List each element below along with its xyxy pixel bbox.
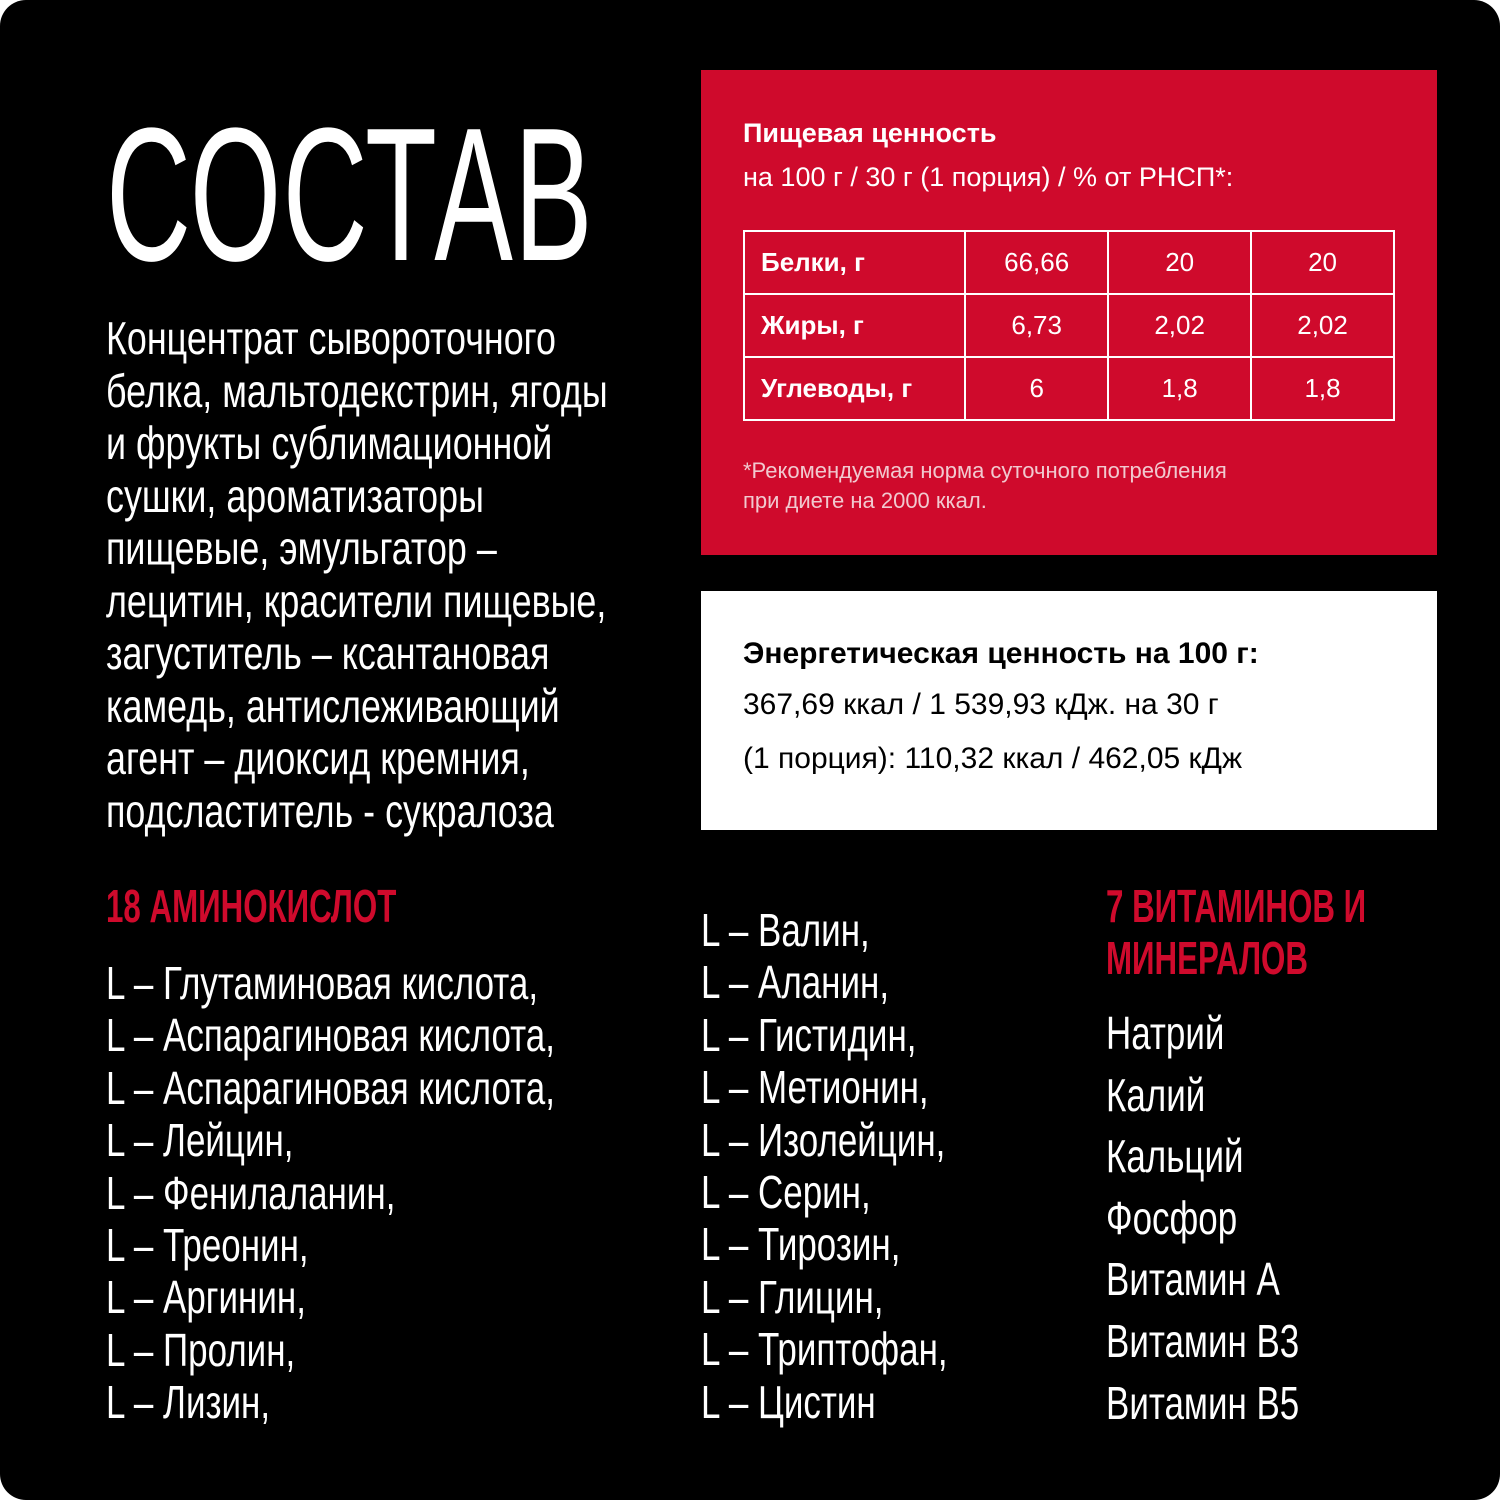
composition-line: белка, мальтодекстрин, ягоды <box>106 364 608 417</box>
list-item: L – Триптофан, <box>701 1323 948 1376</box>
list-item: Витамин А <box>1106 1253 1280 1306</box>
composition-line: пищевые, эмульгатор – <box>106 522 497 574</box>
vitamins-heading-line2: МИНЕРАЛОВ <box>1106 932 1308 984</box>
list-item: L – Пролин, <box>106 1323 296 1376</box>
nutrient-name: Белки, г <box>744 231 965 294</box>
energy-title: Энергетическая ценность на 100 г: <box>743 637 1259 670</box>
amino-heading: 18 АМИНОКИСЛОТ <box>106 880 397 932</box>
footnote-line: *Рекомендуемая норма суточного потребления <box>743 458 1227 483</box>
nutrition-panel <box>701 70 1437 555</box>
composition-line: загуститель – ксантановая <box>106 627 550 679</box>
nutrient-percent: 1,8 <box>1251 357 1394 420</box>
nutrition-title: Пищевая ценность <box>743 118 997 148</box>
amino-list-col2 <box>701 904 1025 1428</box>
nutrient-name: Жиры, г <box>744 294 965 357</box>
list-item: L – Лизин, <box>106 1376 271 1429</box>
composition-line: подсластитель - сукралоза <box>106 784 554 837</box>
nutrient-per30: 1,8 <box>1108 357 1251 420</box>
nutrient-per30: 2,02 <box>1108 294 1251 357</box>
composition-line: сушки, ароматизаторы <box>106 469 484 522</box>
amino-list-col1 <box>106 957 697 1429</box>
list-item: L – Глутаминовая кислота, <box>106 957 539 1009</box>
energy-line: 367,69 ккал / 1 539,93 кДж. на 30 г <box>743 688 1219 721</box>
list-item: Витамин В5 <box>1106 1376 1300 1429</box>
list-item: L – Аланин, <box>701 956 890 1009</box>
list-item: L – Тирозин, <box>701 1218 901 1271</box>
nutrient-per100: 6,73 <box>965 294 1108 357</box>
list-item: Витамин В3 <box>1106 1314 1300 1367</box>
table-row <box>744 357 1394 420</box>
list-item: L – Лейцин, <box>106 1114 294 1167</box>
nutrition-subtitle: на 100 г / 30 г (1 порция) / % от РНСП*: <box>743 162 1234 192</box>
composition-line: Концентрат сывороточного <box>106 312 556 364</box>
list-item: Натрий <box>1106 1007 1225 1059</box>
composition-text <box>106 312 666 837</box>
list-item: Кальций <box>1106 1130 1244 1183</box>
list-item: L – Треонин, <box>106 1219 309 1272</box>
footnote-line: при диете на 2000 ккал. <box>743 488 987 513</box>
vitamins-list <box>1106 1003 1360 1434</box>
list-item: Калий <box>1106 1068 1206 1121</box>
list-item: L – Аргинин, <box>106 1271 306 1324</box>
table-row <box>744 231 1394 294</box>
list-item: L – Изолейцин, <box>701 1113 946 1166</box>
list-item: L – Гистидин, <box>701 1008 917 1061</box>
composition-line: и фрукты сублимационной <box>106 417 553 469</box>
nutrient-per100: 6 <box>965 357 1108 420</box>
nutrient-per100: 66,66 <box>965 231 1108 294</box>
composition-line: агент – диоксид кремния, <box>106 732 530 784</box>
nutrition-table <box>743 230 1395 421</box>
nutrient-name: Углеводы, г <box>744 357 965 420</box>
vitamins-heading-line1: 7 ВИТАМИНОВ И <box>1106 880 1367 932</box>
nutrient-percent: 20 <box>1251 231 1394 294</box>
list-item: L – Фенилаланин, <box>106 1166 396 1219</box>
nutrient-per30: 20 <box>1108 231 1251 294</box>
nutrition-footnote <box>743 456 1227 516</box>
list-item: L – Аспарагиновая кислота, <box>106 1009 555 1062</box>
composition-line: лецитин, красители пищевые, <box>106 574 607 627</box>
energy-panel <box>701 591 1437 830</box>
list-item: L – Глицин, <box>701 1270 884 1323</box>
energy-line: (1 порция): 110,32 ккал / 462,05 кДж <box>743 742 1243 775</box>
list-item: L – Аспарагиновая кислота, <box>106 1061 555 1114</box>
page-title: СОСТАВ <box>106 89 594 301</box>
list-item: L – Серин, <box>701 1166 871 1219</box>
nutrient-percent: 2,02 <box>1251 294 1394 357</box>
composition-line: камедь, антислеживающий <box>106 679 560 732</box>
table-row <box>744 294 1394 357</box>
list-item: L – Метионин, <box>701 1061 929 1114</box>
list-item: L – Валин, <box>701 904 870 956</box>
list-item: Фосфор <box>1106 1191 1238 1244</box>
list-item: L – Цистин <box>701 1375 876 1428</box>
